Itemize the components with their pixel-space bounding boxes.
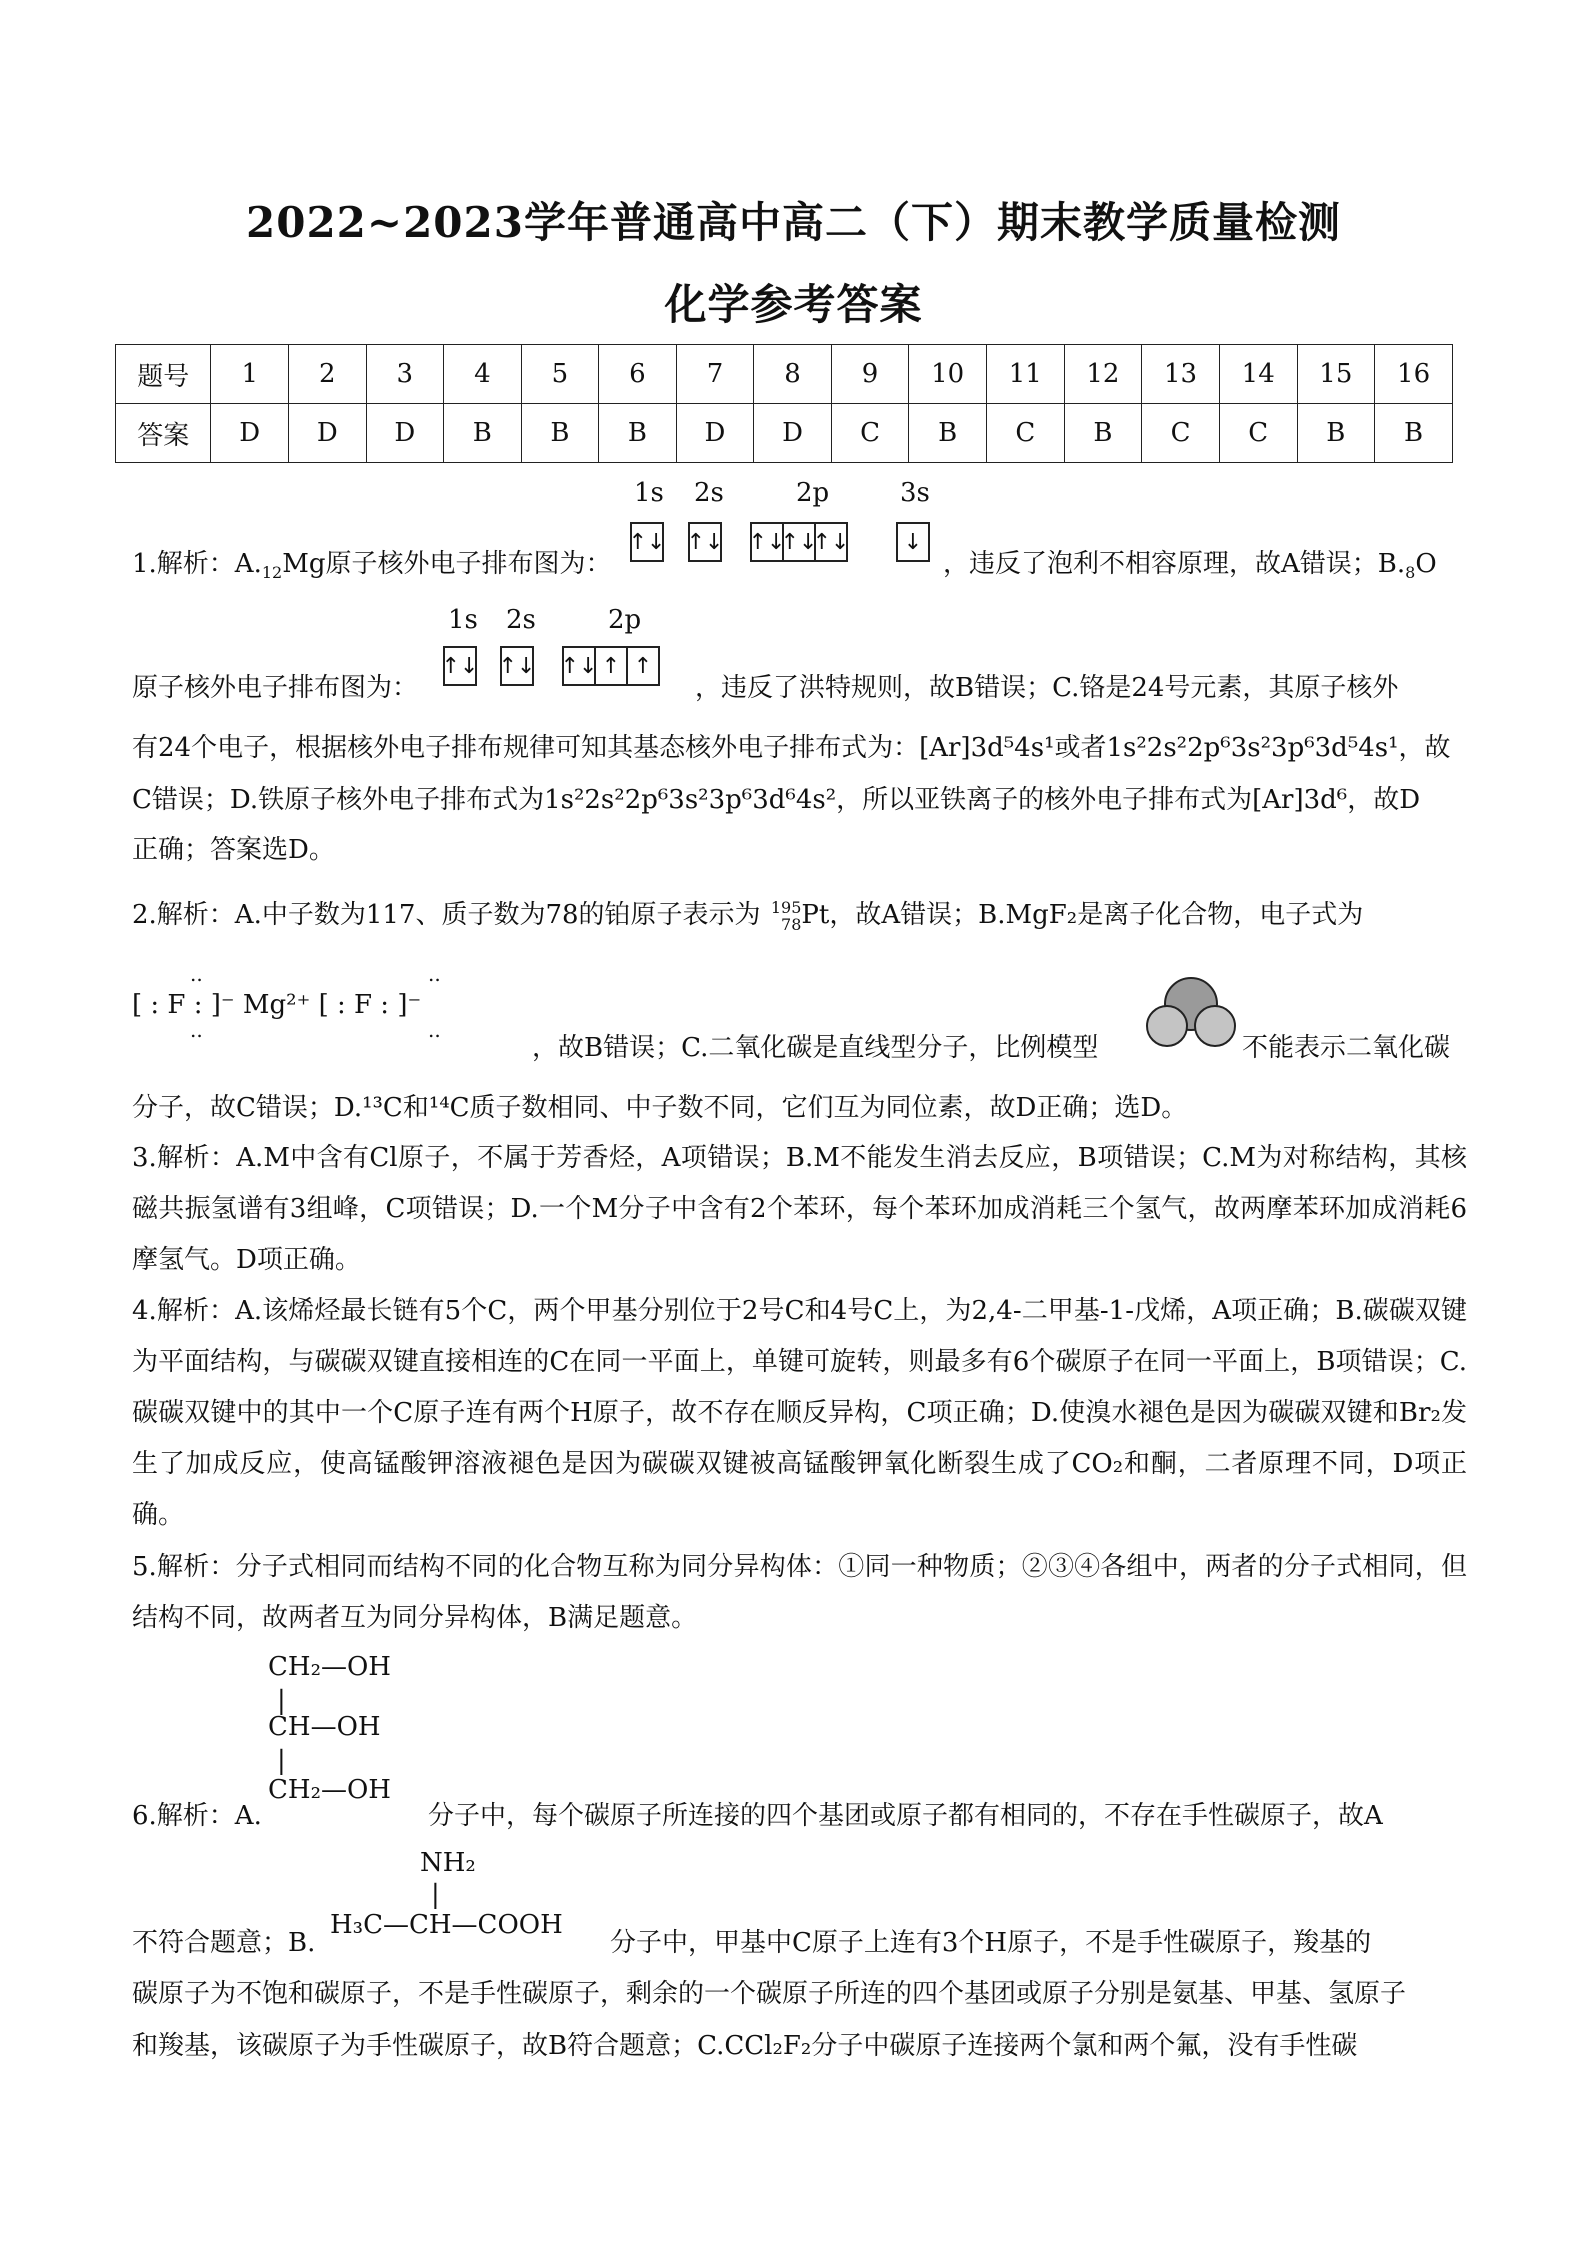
orbital-label: 3s (900, 478, 930, 508)
q2-line3: 分子，故C错误；D.¹³C和¹⁴C质子数相同、中子数不同，它们互为同位素，故D正确；选D。 (132, 1093, 1188, 1123)
orbital-box (443, 646, 477, 686)
answer-cell: D (289, 404, 367, 463)
answer-cell: C (1219, 404, 1297, 463)
q1-line1 (132, 543, 612, 583)
answer-cell: B (444, 404, 522, 463)
answer-cell: D (676, 404, 754, 463)
text: ，故A错误；B.MgF₂是离子化合物，电子式为 (829, 900, 1364, 930)
q2-line2-tail: 不能表示二氧化碳 (1242, 1033, 1451, 1063)
spin-pair: ↑↓ (752, 524, 784, 560)
q6-line2-start: 不符合题意；B. (132, 1928, 316, 1958)
answer-cell: B (599, 404, 677, 463)
question-number-cell: 11 (986, 345, 1064, 404)
row-label-number: 题号 (116, 345, 211, 404)
orbital-label: 1s (634, 478, 664, 508)
answer-cell: C (831, 404, 909, 463)
q1-line2: 原子核外电子排布图为： (132, 673, 419, 703)
answer-cell: B (909, 404, 987, 463)
answer-cell: C (1142, 404, 1220, 463)
question-number-row (116, 345, 1453, 404)
question-number-cell: 16 (1375, 345, 1453, 404)
bond-vertical: | (277, 1686, 286, 1716)
orbital-box (500, 646, 534, 686)
atomic-number: 78 (781, 915, 802, 934)
question-number-cell: 5 (521, 345, 599, 404)
lone-pair-dots: .. (428, 1018, 441, 1042)
question-number-cell: 4 (444, 345, 522, 404)
spin-pair: ↑↓ (441, 653, 479, 679)
orbital-label: 2s (506, 605, 536, 635)
q3-paragraph: 3.解析：A.M中含有Cl原子，不属于芳香烃，A项错误；B.M不能发生消去反应，B项错误；C.M为对称结构，其核磁共振氢谱有3组峰，C项错误；D.一个M分子中含有2个苯环，每个苯环加成消耗三个氢气，故两摩苯环加成消耗6摩氢气。D项正确。 (132, 1143, 1467, 1275)
q2-line1 (132, 894, 1363, 933)
spin-pair: ↑↓ (686, 529, 724, 555)
co2-space-filling-model (1145, 976, 1237, 1052)
lone-pair-dots: .. (428, 962, 441, 986)
text: 1.解析：A. (132, 549, 262, 579)
q4-paragraph: 4.解析：A.该烯烃最长链有5个C，两个甲基分别位于2号C和4号C上，为2,4-二甲基-1-戊烯，A项正确；B.碳碳双键为平面结构，与碳碳双键直接相连的C在同一平面上，单键可旋转，则最多有6个碳原子在同一平面上，B项错误；C.碳碳双键中的其中一个C原子连有两个H原子，故不存在顺反异构，C项正确；D.使溴水褪色是因为碳碳双键和Br₂发生了加成反应，使高锰酸钾溶液褪色是因为碳碳双键被高锰酸钾氧化断裂生成了CO₂和酮，二者原理不同，D项正确。 (132, 1296, 1467, 1530)
spin-pair: ↑↓ (564, 648, 596, 684)
orbital-box (896, 522, 930, 562)
question-number-cell: 13 (1142, 345, 1220, 404)
answer-row (116, 404, 1453, 463)
glycerol-group: CH—OH (268, 1712, 381, 1742)
text: O (1415, 549, 1437, 579)
question-number-cell: 8 (754, 345, 832, 404)
q1-line3: 有24个电子，根据核外电子排布规律可知其基态核外电子排布式为：[Ar]3d⁵4s¹或者1s²2s²2p⁶3s²3p⁶3d⁵4s¹，故 (132, 733, 1451, 763)
answer-cell: D (211, 404, 289, 463)
q6-line1-start: 6.解析：A. (132, 1801, 262, 1831)
q5-paragraph: 5.解析：分子式相同而结构不同的化合物互称为同分异构体：①同一种物质；②③④各组中，两者的分子式相同，但结构不同，故两者互为同分异构体，B满足题意。 (132, 1552, 1467, 1633)
q1-line1-tail (943, 543, 1437, 583)
glycerol-group: CH₂—OH (268, 1652, 391, 1682)
electron-formula (132, 990, 421, 1020)
spin-down: ↓ (903, 529, 923, 555)
element-symbol: Pt (801, 900, 830, 930)
q2-line2: ，故B错误；C.二氧化碳是直线型分子，比例模型 (532, 1033, 1099, 1063)
page-title: 2022~2023学年普通高中高二（下）期末教学质量检测 (246, 198, 1341, 247)
answer-cell: B (1375, 404, 1453, 463)
spin-pair: ↑↓ (812, 529, 850, 555)
answer-cell: B (521, 404, 599, 463)
q6-line2-tail: 分子中，甲基中C原子上连有3个H原子，不是手性碳原子，羧基的 (610, 1928, 1372, 1958)
answer-cell: C (986, 404, 1064, 463)
question-number-cell: 9 (831, 345, 909, 404)
q6-line4: 和羧基，该碳原子为手性碳原子，故B符合题意；C.CCl₂F₂分子中碳原子连接两个氯和两个氟，没有手性碳 (132, 2031, 1358, 2061)
orbital-box (688, 522, 722, 562)
alanine-chain: H₃C—CH—COOH (330, 1910, 563, 1940)
answer-cell: D (366, 404, 444, 463)
question-number-cell: 10 (909, 345, 987, 404)
question-number-cell: 12 (1064, 345, 1142, 404)
spin-pair: ↑↓ (628, 529, 666, 555)
model-sphere (1195, 1006, 1235, 1046)
mass-number: 195 (770, 898, 802, 917)
model-sphere (1147, 1006, 1187, 1046)
question-number-cell: 7 (676, 345, 754, 404)
text: Mg原子核外电子排布图为： (282, 549, 612, 579)
question-number-cell: 3 (366, 345, 444, 404)
orbital-box (562, 646, 660, 686)
spin-pair: ↑↓ (498, 653, 536, 679)
question-number-cell: 1 (211, 345, 289, 404)
bond-vertical: | (431, 1880, 440, 1910)
orbital-label: 1s (448, 605, 478, 635)
row-label-answer: 答案 (116, 404, 211, 463)
spin-up: ↑ (596, 648, 628, 684)
spin-pair: ↑↓ (784, 524, 816, 560)
orbital-label: 2p (796, 478, 830, 508)
q1-line2-tail: ，违反了洪特规则，故B错误；C.铬是24号元素，其原子核外 (695, 673, 1399, 703)
nuclide-numbers (771, 899, 802, 933)
orbital-box (750, 522, 848, 562)
answer-cell: B (1064, 404, 1142, 463)
text: ，违反了泡利不相容原理，故A错误；B. (943, 549, 1406, 579)
spin-up: ↑ (633, 653, 653, 679)
q1-line4: C错误；D.铁原子核外电子排布式为1s²2s²2p⁶3s²3p⁶3d⁶4s²，所以亚铁离子的核外电子排布式为[Ar]3d⁶，故D (132, 785, 1421, 815)
glycerol-group: CH₂—OH (268, 1775, 391, 1805)
page-subtitle: 化学参考答案 (664, 280, 923, 329)
lone-pair-dots: .. (190, 1018, 203, 1042)
lone-pair-dots: .. (190, 962, 203, 986)
q6-line1-tail: 分子中，每个碳原子所连接的四个基团或原子都有相同的，不存在手性碳原子，故A (428, 1801, 1383, 1831)
orbital-box (630, 522, 664, 562)
subscript: 12 (261, 563, 283, 583)
amino-group: NH₂ (420, 1848, 476, 1878)
q1-line5: 正确；答案选D。 (132, 835, 335, 865)
subscript: 8 (1405, 563, 1416, 583)
answer-table (115, 344, 1453, 463)
text: 2.解析：A.中子数为117、质子数为78的铂原子表示为 (132, 900, 761, 930)
q6-line3: 碳原子为不饱和碳原子，不是手性碳原子，剩余的一个碳原子所连的四个基团或原子分别是氨基、甲基、氢原子 (132, 1979, 1407, 2009)
orbital-label: 2s (694, 478, 724, 508)
question-number-cell: 15 (1297, 345, 1375, 404)
question-number-cell: 2 (289, 345, 367, 404)
answer-cell: D (754, 404, 832, 463)
question-number-cell: 14 (1219, 345, 1297, 404)
answer-cell: B (1297, 404, 1375, 463)
question-number-cell: 6 (599, 345, 677, 404)
formula-text: [ : F : ]⁻ Mg²⁺ [ : F : ]⁻ (132, 990, 422, 1020)
bond-vertical: | (277, 1746, 286, 1776)
orbital-label: 2p (608, 605, 642, 635)
